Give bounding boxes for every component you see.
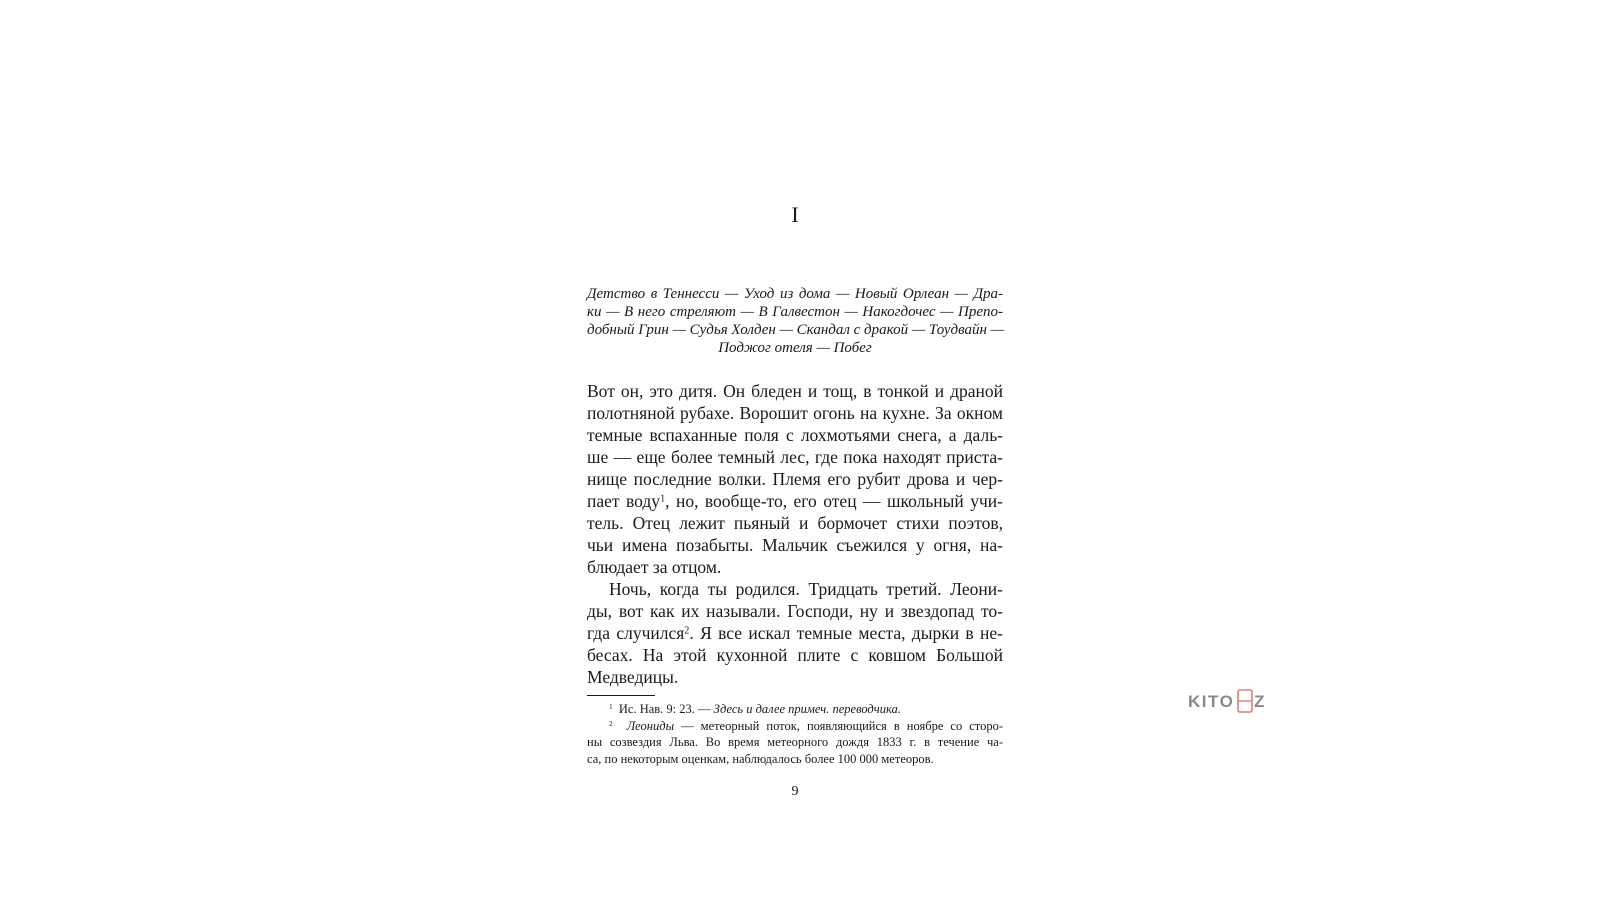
kitobz-watermark-logo [1188, 688, 1268, 714]
text-line: бесах. На этой кухонной плите с ковшом Большой [587, 645, 1003, 665]
text-line: Медведицы. [587, 667, 679, 687]
chapter-number: I [791, 202, 799, 227]
text-line: Вот он, это дитя. Он бледен и тощ, в тонкой и драной [587, 381, 1003, 401]
text-line: тель. Отец лежит пьяный и бормочет стихи поэтов, [587, 513, 1003, 533]
synopsis-line: Детство в Теннесси — Уход из дома — Новый Орлеан — Дра- [587, 286, 1003, 302]
synopsis-line: ки — В него стреляют — В Галвестон — Накогдочес — Препо- [587, 304, 1003, 320]
watermark-text-left: KITO [1188, 692, 1235, 711]
text-segment: гда случился [587, 623, 685, 643]
text-line: нище последние волки. Племя его рубит дрова и чер- [587, 469, 1003, 489]
footnote-ref[interactable]: 1 [660, 493, 666, 505]
body-text [587, 380, 1003, 688]
text-line: ды, вот как их называли. Господи, ну и звездопад то- [587, 601, 1003, 621]
text-line: блюдает за отцом. [587, 557, 722, 577]
text-segment: , но, вообще-то, его отец — школьный учи- [665, 491, 1004, 511]
synopsis-line: Поджог отеля — Побег [718, 340, 872, 356]
text-line [587, 490, 1003, 512]
footnotes [587, 701, 1003, 767]
footnote-ref[interactable]: 2 [684, 625, 690, 637]
footnote-text: Ис. Нав. 9: 23. — [618, 702, 714, 716]
footnote-text: — метеорный поток, появляющийся в ноябре со сторо- [674, 718, 1003, 733]
synopsis-line: добный Грин — Судья Холден — Скандал с дракой — Тоудвайн — [587, 322, 1005, 338]
text-line: темные вспаханные поля с лохмотьями снега, а даль- [587, 425, 1003, 445]
footnote-italic: Леониды [626, 718, 675, 733]
footnote-line: ны созвездия Льва. Во время метеорного дождя 1833 г. в течение ча- [587, 735, 1003, 749]
text-line: полотняной рубахе. Ворошит огонь на кухне. За окном [587, 403, 1003, 423]
footnote-divider [587, 695, 655, 696]
footnote-marker: 2 [609, 719, 613, 728]
text-line: чьи имена позабыты. Мальчик съежился у огня, на- [587, 535, 1003, 555]
book-page [587, 0, 1003, 900]
footnote-marker: 1 [609, 703, 613, 712]
text-segment: пает воду [587, 491, 661, 511]
text-line: Ночь, когда ты родился. Тридцать третий. Леони- [609, 579, 1003, 599]
text-line: ше — еще более темный лес, где пока находят приста- [587, 447, 1003, 467]
footnote-line: са, по некоторым оценкам, наблюдалось более 100 000 метеоров. [587, 751, 934, 766]
footnote-italic: Здесь и далее примеч. переводчика. [713, 702, 901, 716]
footnote-2 [587, 718, 1003, 735]
text-line [587, 622, 1003, 644]
page-number: 9 [791, 784, 799, 799]
watermark-text-right: Z [1254, 692, 1265, 711]
text-segment: . Я все искал темные места, дырки в не- [689, 623, 1003, 643]
footnote-1 [587, 701, 1003, 718]
chapter-synopsis [587, 285, 1003, 357]
